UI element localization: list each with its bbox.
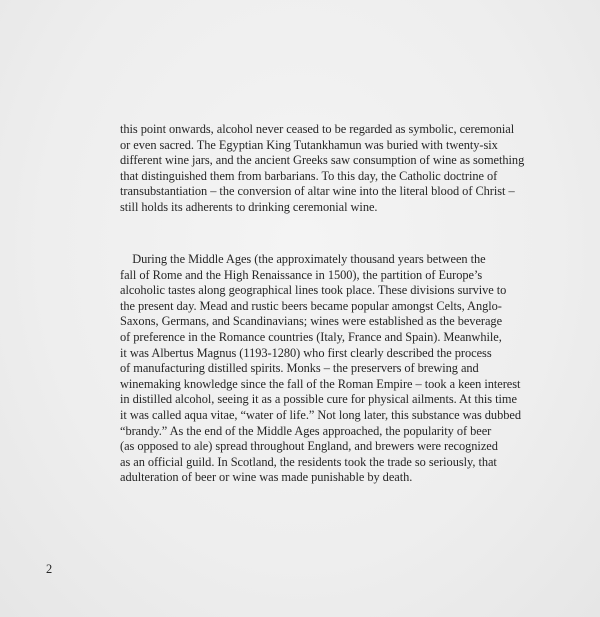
text-line: this point onwards, alcohol never ceased to be regarded as symbolic, ceremonial [120,122,515,136]
text-line: that distinguished them from barbarians. To this day, the Catholic doctrine of [120,168,498,183]
text-line: winemaking knowledge since the fall of the Roman Empire – took a keen interest [120,376,521,391]
text-line: it was called aqua vitae, “water of life.” Not long later, this substance was dubbed [120,407,521,422]
text-line: alcoholic tastes along geographical lines took place. These divisions survive to [120,283,507,298]
paragraph-middle-ages [120,252,521,486]
text-line: still holds its adherents to drinking ceremonial wine. [120,199,378,214]
text-line: different wine jars, and the ancient Greeks saw consumption of wine as something [120,153,525,168]
text-line: During the Middle Ages (the approximately thousand years between the [120,252,486,266]
text-line: Saxons, Germans, and Scandinavians; wines were established as the beverage [120,314,503,329]
text-line: in distilled alcohol, seeing it as a possible cure for physical ailments. At this time [120,392,517,407]
text-line: it was Albertus Magnus (1193-1280) who first clearly described the process [120,345,492,360]
text-line: (as opposed to ale) spread throughout England, and brewers were recognized [120,439,498,454]
text-line: the present day. Mead and rustic beers became popular amongst Celts, Anglo- [120,298,502,313]
text-line: as an official guild. In Scotland, the residents took the trade so seriously, that [120,454,497,469]
paragraph-ritual-use [120,122,524,216]
text-line: of preference in the Romance countries (Italy, France and Spain). Meanwhile, [120,329,502,344]
text-line: “brandy.” As the end of the Middle Ages approached, the popularity of beer [120,423,492,438]
text-line: of manufacturing distilled spirits. Monks – the preservers of brewing and [120,361,479,376]
text-line: fall of Rome and the High Renaissance in 1500), the partition of Europe’s [120,267,483,282]
text-line: transubstantiation – the conversion of altar wine into the literal blood of Christ – [120,184,515,199]
page-number: 2 [46,562,53,576]
text-line: or even sacred. The Egyptian King Tutankhamun was buried with twenty-six [120,137,498,152]
text-line: adulteration of beer or wine was made punishable by death. [120,470,413,485]
